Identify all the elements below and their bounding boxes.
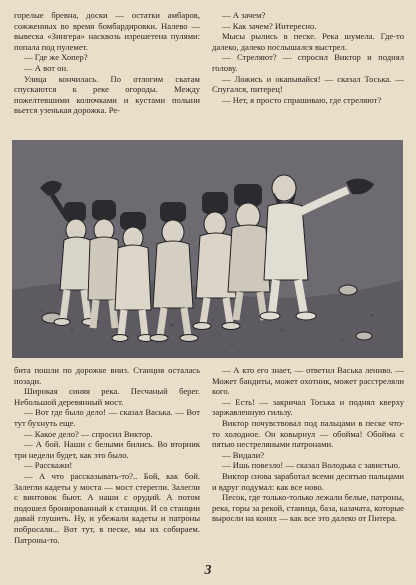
text-column-bottom-left bbox=[14, 365, 200, 545]
paragraph: — Какое дело? — спросил Виктор. bbox=[24, 428, 153, 439]
paragraph: — Стреляют? — спросил Виктор и поднял голову. bbox=[212, 52, 404, 73]
paragraph: — Как зачем? Интересно. bbox=[222, 20, 317, 31]
paragraph: горелые бревна, доски — остатки амбаров, сожженных во время бомбардировки. Налево — вывеска «Зингера» насквозь изрешетена пулями: попала под пулемет. bbox=[14, 10, 200, 52]
paragraph: Мысы рылись в песке. Река шумела. Где-то далеко, далеко послышался выстрел. bbox=[212, 31, 404, 52]
text-column-bottom-right bbox=[212, 365, 404, 524]
paragraph: — А кто его знает, — ответил Васька лениво. — Может бандиты, может охотник, может расстреляли кого. bbox=[212, 365, 404, 397]
paragraph: — А что рассказывать-то?.. Бой, как бой. Залегли кадеты у моста — мост стерегли. Залегли с винтовок бьют. А наши с орудий. А потом подошел бронированный к станции. И со станции давай глушить. Ну, и убежали кадеты и патроны побросали... Вот тут, в песке, мы их собираем. Патроны-то. bbox=[14, 470, 200, 545]
paragraph: — Видали? bbox=[222, 449, 265, 460]
text-column-top-right bbox=[212, 10, 404, 105]
paragraph: Виктор снова заработал всеми десятью пальцами и вдруг подумал: как все ново. bbox=[212, 470, 404, 492]
paragraph: Улица кончилась. По отлогим скатам спускаются к реке огороды. Между пожелтевшими колючками и кустами полыни вьется узенькая дорожка. Ре- bbox=[14, 73, 200, 116]
paragraph: Песок, где только-только лежали белые, патроны, река, горы за рекой, станица, база, казачата, которые выросли на конях — как все это далеко от Питера. bbox=[212, 492, 404, 524]
paragraph: — Ишь повезло! — сказал Володька с завистью. bbox=[222, 460, 401, 471]
illustration-drawing bbox=[12, 140, 403, 358]
page-number: 3 bbox=[204, 563, 212, 578]
paragraph: — Расскажи! bbox=[24, 460, 73, 471]
paragraph: — А зачем? bbox=[222, 10, 266, 20]
illustration-marching-men bbox=[12, 140, 403, 358]
paragraph: — Нет, я просто спрашиваю, где стреляют? bbox=[222, 94, 382, 105]
paragraph: бита пошли по дорожке вниз. Станция осталась позади. bbox=[14, 365, 200, 386]
paragraph: — А вот он. bbox=[24, 62, 69, 73]
paragraph: — Вот где было дело! — сказал Васька. — Вот тут бухнуть еще. bbox=[14, 407, 200, 428]
paragraph: — Есть! — закричал Тоська и поднял кверху заржавленную гильзу. bbox=[212, 396, 404, 418]
stone bbox=[339, 285, 357, 295]
paragraph: — Ложись и окапывайся! — сказал Тоська. — Спугался, питерец! bbox=[212, 73, 404, 95]
paragraph: — А бой. Наши с белыми бились. Во вторник три недели будет, как это было. bbox=[14, 439, 200, 460]
paragraph: — Где же Хопер? bbox=[24, 52, 88, 63]
paragraph: Виктор почувствовал под пальцами в песке что-то холодное. Он ковырнул — обойма! Обойма с пятью нестреляными патронами. bbox=[212, 417, 404, 450]
paragraph: Широкая синяя река. Песчаный берег. Небольшой деревянный мост. bbox=[14, 386, 200, 407]
text-column-top-left bbox=[14, 10, 200, 116]
stone bbox=[356, 332, 372, 340]
